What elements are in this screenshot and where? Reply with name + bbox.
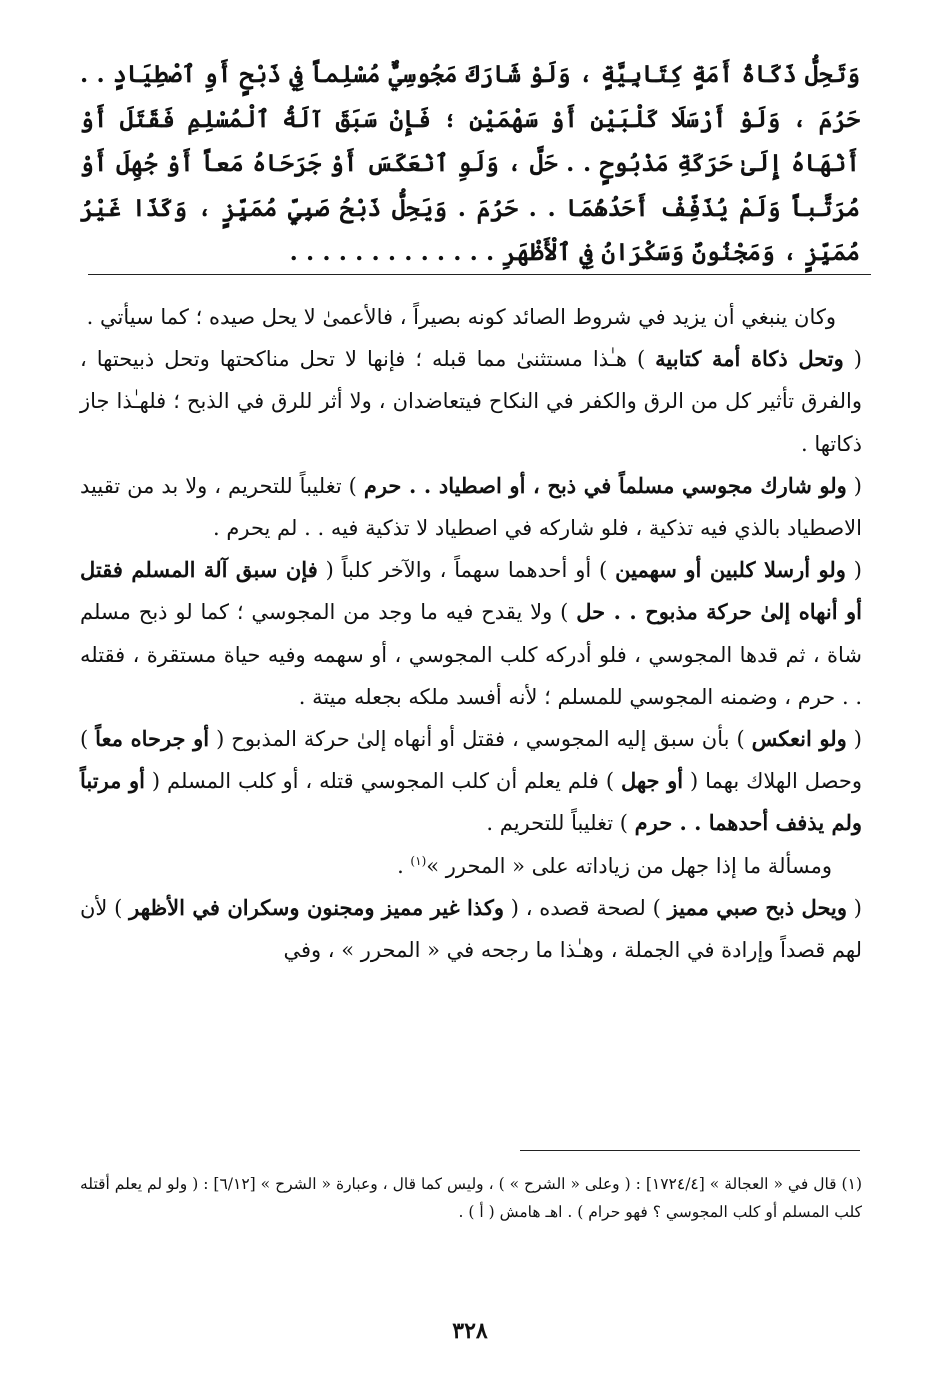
- quoted-matn: أو جهل: [620, 768, 684, 794]
- commentary-text: (: [846, 473, 862, 498]
- commentary-text: ) تغليباً للتحريم .: [486, 811, 635, 836]
- commentary-text: وكان ينبغي أن يزيد في شروط الصائد كونه بصيراً ، فالأعمىٰ لا يحل صيده ؛ كما سيأتي .: [86, 305, 836, 329]
- quoted-matn: ولو انعكس: [751, 726, 847, 752]
- footnote-block: [80, 1170, 862, 1226]
- sharh-commentary-block: [80, 296, 862, 971]
- commentary-text: ) بأن سبق إليه المجوسي ، فقتل أو أنهاه إلىٰ حركة المذبوح (: [209, 727, 752, 752]
- commentary-text: (: [846, 727, 862, 752]
- commentary-text: ) هـٰذا مستثنىٰ مما قبله ؛ فإنها لا تحل مناكحتها وتحل ذبيحتها ، والفرق تأثير كل من الرق والكفر في النكاح فيتعاضدان ، ولا أثر للرق في الذبح ؛ فلهـٰذا جاز ذكاتها .: [80, 347, 862, 456]
- quoted-matn: ويحل ذبح صبي مميز: [667, 894, 848, 920]
- sharh-paragraph: [80, 296, 862, 338]
- page-number: ٣٢٨: [452, 1318, 488, 1344]
- quoted-matn: ولو شارك مجوسي مسلماً في ذبح ، أو اصطياد . . حرم: [363, 472, 847, 498]
- commentary-text: ) وحصل الهلاك بهما (: [80, 727, 863, 794]
- footnote-text: (١) قال في « العجالة » [١٧٢٤/٤] : ( وعلى « الشرح » ) ، وليس كما قال ، وعبارة « الشرح » [٦/١٢] : ( ولو لم يعلم أقتله كلب المسلم أو كلب المجوسي ؟ فهو حرام ) . اهـ هامش ( أ ) .: [80, 1175, 862, 1221]
- commentary-text: (: [847, 895, 862, 920]
- matn-separator-line: [88, 274, 871, 275]
- sharh-paragraph: [80, 549, 862, 718]
- footnote-marker: (١): [410, 853, 427, 868]
- sharh-paragraph: [80, 887, 862, 971]
- sharh-paragraph: [80, 845, 862, 887]
- quoted-matn: ولو أرسلا كلبين أو سهمين: [615, 557, 846, 583]
- commentary-text: ) تغليباً للتحريم ، ولا بد من تقييد الاصطياد بالذي فيه تذكية ، فلو شاركه في اصطياد لا تذكية فيه . . لم يحرم .: [80, 473, 862, 541]
- commentary-text: ) لصحة قصده ، (: [503, 895, 668, 920]
- sharh-paragraph: [80, 465, 862, 549]
- quoted-matn: فإن سبق آلة المسلم فقتل أو أنهاه إلىٰ حركة مذبوح . . حل: [80, 557, 862, 625]
- commentary-text: (: [843, 347, 862, 372]
- commentary-text: ومسألة ما إذا جهل من زياداته على « المحرر »: [426, 853, 832, 878]
- matn-text-block: [80, 52, 860, 275]
- quoted-matn: أو جرحاه معاً: [95, 726, 210, 752]
- commentary-text: ) ولا يقدح فيه ما وجد من المجوسي ؛ كما لو ذبح مسلم شاة ، ثم قدها المجوسي ، فلو أدركه كلب المجوسي ، أو سهمه وفيه حياة مستقرة ، فقتله . . حرم ، وضمنه المجوسي للمسلم ؛ لأنه أفسد ملكه بجعله ميتة .: [80, 600, 862, 709]
- commentary-text: ) فلم يعلم أن كلب المجوسي قتله ، أو كلب المسلم (: [144, 769, 621, 794]
- matn-paragraph: وَتَحِلُّ ذَكَاةُ أَمَةٍ كِتَابِيَّةٍ ، وَلَوْ شَارَكَ مَجُوسِيٌّ مُسْلِماً فِي ذَبْحٍ أَوِ ٱصْطِيَادٍ . . حَرُمَ ، وَلَوْ أَرْسَلَا كَلْبَيْنِ أَوْ سَهْمَيْنِ ؛ فَإِنْ سَبَقَ آلَةُ ٱلْمُسْلِمِ فَقَتَلَ أَوْ أَنْهَاهُ إِلَىٰ حَرَكَةِ مَذْبُوحٍ . . حَلَّ ، وَلَوِ ٱنْعَكَسَ أَوْ جَرَحَاهُ مَعاً أَوْ جُهِلَ أَوْ مُرَتَّباً وَلَمْ يُذَفِّفْ أَحَدُهُمَا . . حَرُمَ . وَيَحِلُّ ذَبْحُ صَبِيٍّ مُمَيِّزٍ ، وَكَذَا غَيْرُ مُمَيِّزٍ ، وَمَجْنُونٌ وَسَكْرَانُ فِي ٱلْأَظْهَرِ . . . . . . . . . . . . .: [80, 60, 860, 266]
- commentary-text: ) لأن لهم قصداً وإرادة في الجملة ، وهـٰذا ما رجحه في « المحرر » ، وفي: [80, 895, 862, 963]
- commentary-text: .: [397, 853, 411, 878]
- quoted-matn: أو مرتباً ولم يذفف أحدهما . . حرم: [80, 768, 862, 836]
- sharh-paragraph: [80, 718, 862, 845]
- commentary-text: ) أو أحدهما سهماً ، والآخر كلباً (: [317, 558, 616, 583]
- commentary-text: (: [845, 558, 862, 583]
- quoted-matn: وكذا غير مميز ومجنون وسكران في الأظهر: [129, 894, 504, 920]
- sharh-paragraph: [80, 338, 862, 465]
- footnote-separator-line: [520, 1150, 860, 1151]
- quoted-matn: وتحل ذكاة أمة كتابية: [655, 346, 844, 372]
